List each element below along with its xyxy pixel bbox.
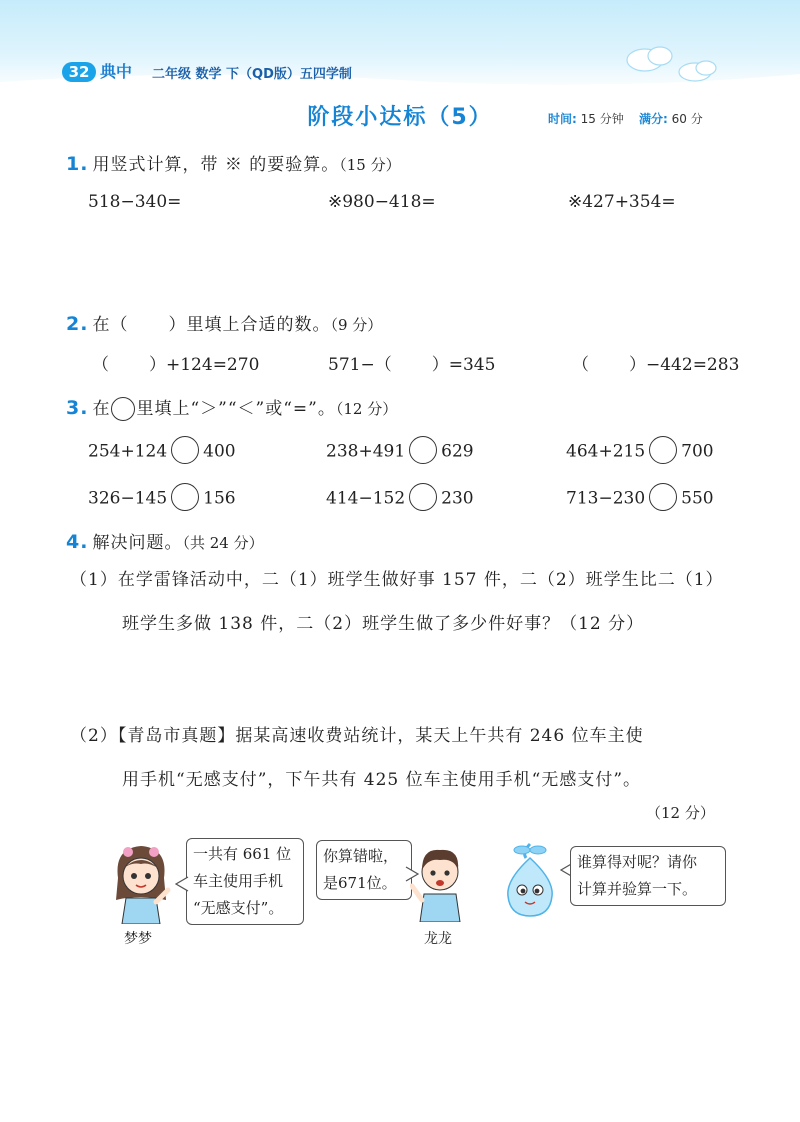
longlong-speech-bubble: 你算错啦， 是671位。: [316, 840, 412, 900]
question-2-heading: [66, 310, 382, 335]
q3-comparison-1: 254+124 400: [88, 438, 236, 466]
question-4-heading: [66, 528, 264, 553]
q4-part-1-line-2: 班学生多做 138 件，二（2）班学生做了多少件好事？（12 分）: [122, 614, 645, 634]
book-title: 二年级 数学 下（QD版）五四学制: [152, 67, 352, 82]
circle-blank-icon[interactable]: [409, 436, 437, 464]
page-title: 阶段小达标（5）: [307, 105, 493, 130]
question-text-b: ）里填上合适的数。: [168, 315, 331, 335]
q3-comparison-4: 326−145 156: [88, 485, 236, 513]
question-text: 用竖式计算，带 ※ 的要验算。: [92, 155, 340, 175]
circle-blank-icon[interactable]: [171, 483, 199, 511]
brand-logo: 典中: [100, 62, 133, 81]
girl-mengmeng-icon: [108, 838, 174, 924]
longlong-name: 龙龙: [424, 931, 452, 947]
q4-part-2-line-1: （2）【青岛市真题】据某高速收费站统计，某天上午共有 246 位车主使: [70, 726, 644, 746]
question-number: 1.: [66, 153, 89, 175]
circle-blank-icon[interactable]: [649, 436, 677, 464]
q4-part-2: [70, 714, 730, 802]
circle-blank-icon[interactable]: [649, 483, 677, 511]
boy-longlong-icon: [410, 840, 470, 922]
cloud-icon: [610, 40, 720, 90]
question-1-heading: [66, 150, 401, 175]
question-3-heading: [66, 394, 397, 422]
score-label: 满分:: [639, 112, 668, 126]
time-value: 15 分钟: [580, 112, 624, 126]
q1-expression-1: 518−340=: [88, 192, 182, 212]
q2-blank-2: 571−（ ）=345: [328, 355, 496, 375]
q3-comparison-3: 464+215 700: [566, 438, 714, 466]
q4-part-2-points: （12 分）: [646, 804, 715, 822]
q1-expression-2: ※980−418=: [328, 192, 436, 212]
q3-comparison-2: 238+491 629: [326, 438, 474, 466]
q3-comparison-5: 414−152 230: [326, 485, 474, 513]
question-text-a: 在: [92, 399, 111, 419]
q4-part-2-line-2: 用手机“无感支付”，下午共有 425 位车主使用手机“无感支付”。: [122, 770, 642, 790]
bubble-tail-icon: [175, 876, 189, 892]
question-points: （9 分）: [330, 316, 383, 334]
question-points: （12 分）: [335, 400, 398, 418]
q2-blank-1: （ ）+124=270: [92, 355, 260, 375]
question-text-b: 里填上“＞”“＜”或“=”。: [136, 399, 336, 419]
question-number: 3.: [66, 397, 89, 419]
q4-part-1-line-1: （1）在学雷锋活动中，二（1）班学生做好事 157 件，二（2）班学生比二（1）: [70, 570, 724, 590]
mengmeng-speech-bubble: 一共有 661 位 车主使用手机 “无感支付”。: [186, 838, 304, 925]
time-label: 时间:: [548, 112, 577, 126]
question-text-a: 在（: [92, 315, 129, 335]
q2-blank-3: （ ）−442=283: [572, 355, 740, 375]
q1-expression-3: ※427+354=: [568, 192, 676, 212]
question-points: （共 24 分）: [182, 534, 264, 552]
time-score-meta: [548, 110, 703, 127]
q4-part-1: [70, 558, 730, 646]
mengmeng-name: 梦梦: [124, 931, 152, 947]
circle-blank-icon[interactable]: [171, 436, 199, 464]
circle-blank-icon: [111, 397, 135, 421]
question-number: 4.: [66, 531, 89, 553]
q3-comparison-6: 713−230 550: [566, 485, 714, 513]
question-text: 解决问题。: [92, 533, 183, 553]
score-value: 60 分: [671, 112, 703, 126]
circle-blank-icon[interactable]: [409, 483, 437, 511]
page-number-badge: 32: [62, 62, 96, 82]
mascot-speech-bubble: 谁算得对呢？请你 计算并验算一下。: [570, 846, 726, 906]
question-points: （15 分）: [339, 156, 401, 174]
water-drop-mascot-icon: [500, 840, 560, 920]
question-number: 2.: [66, 313, 89, 335]
